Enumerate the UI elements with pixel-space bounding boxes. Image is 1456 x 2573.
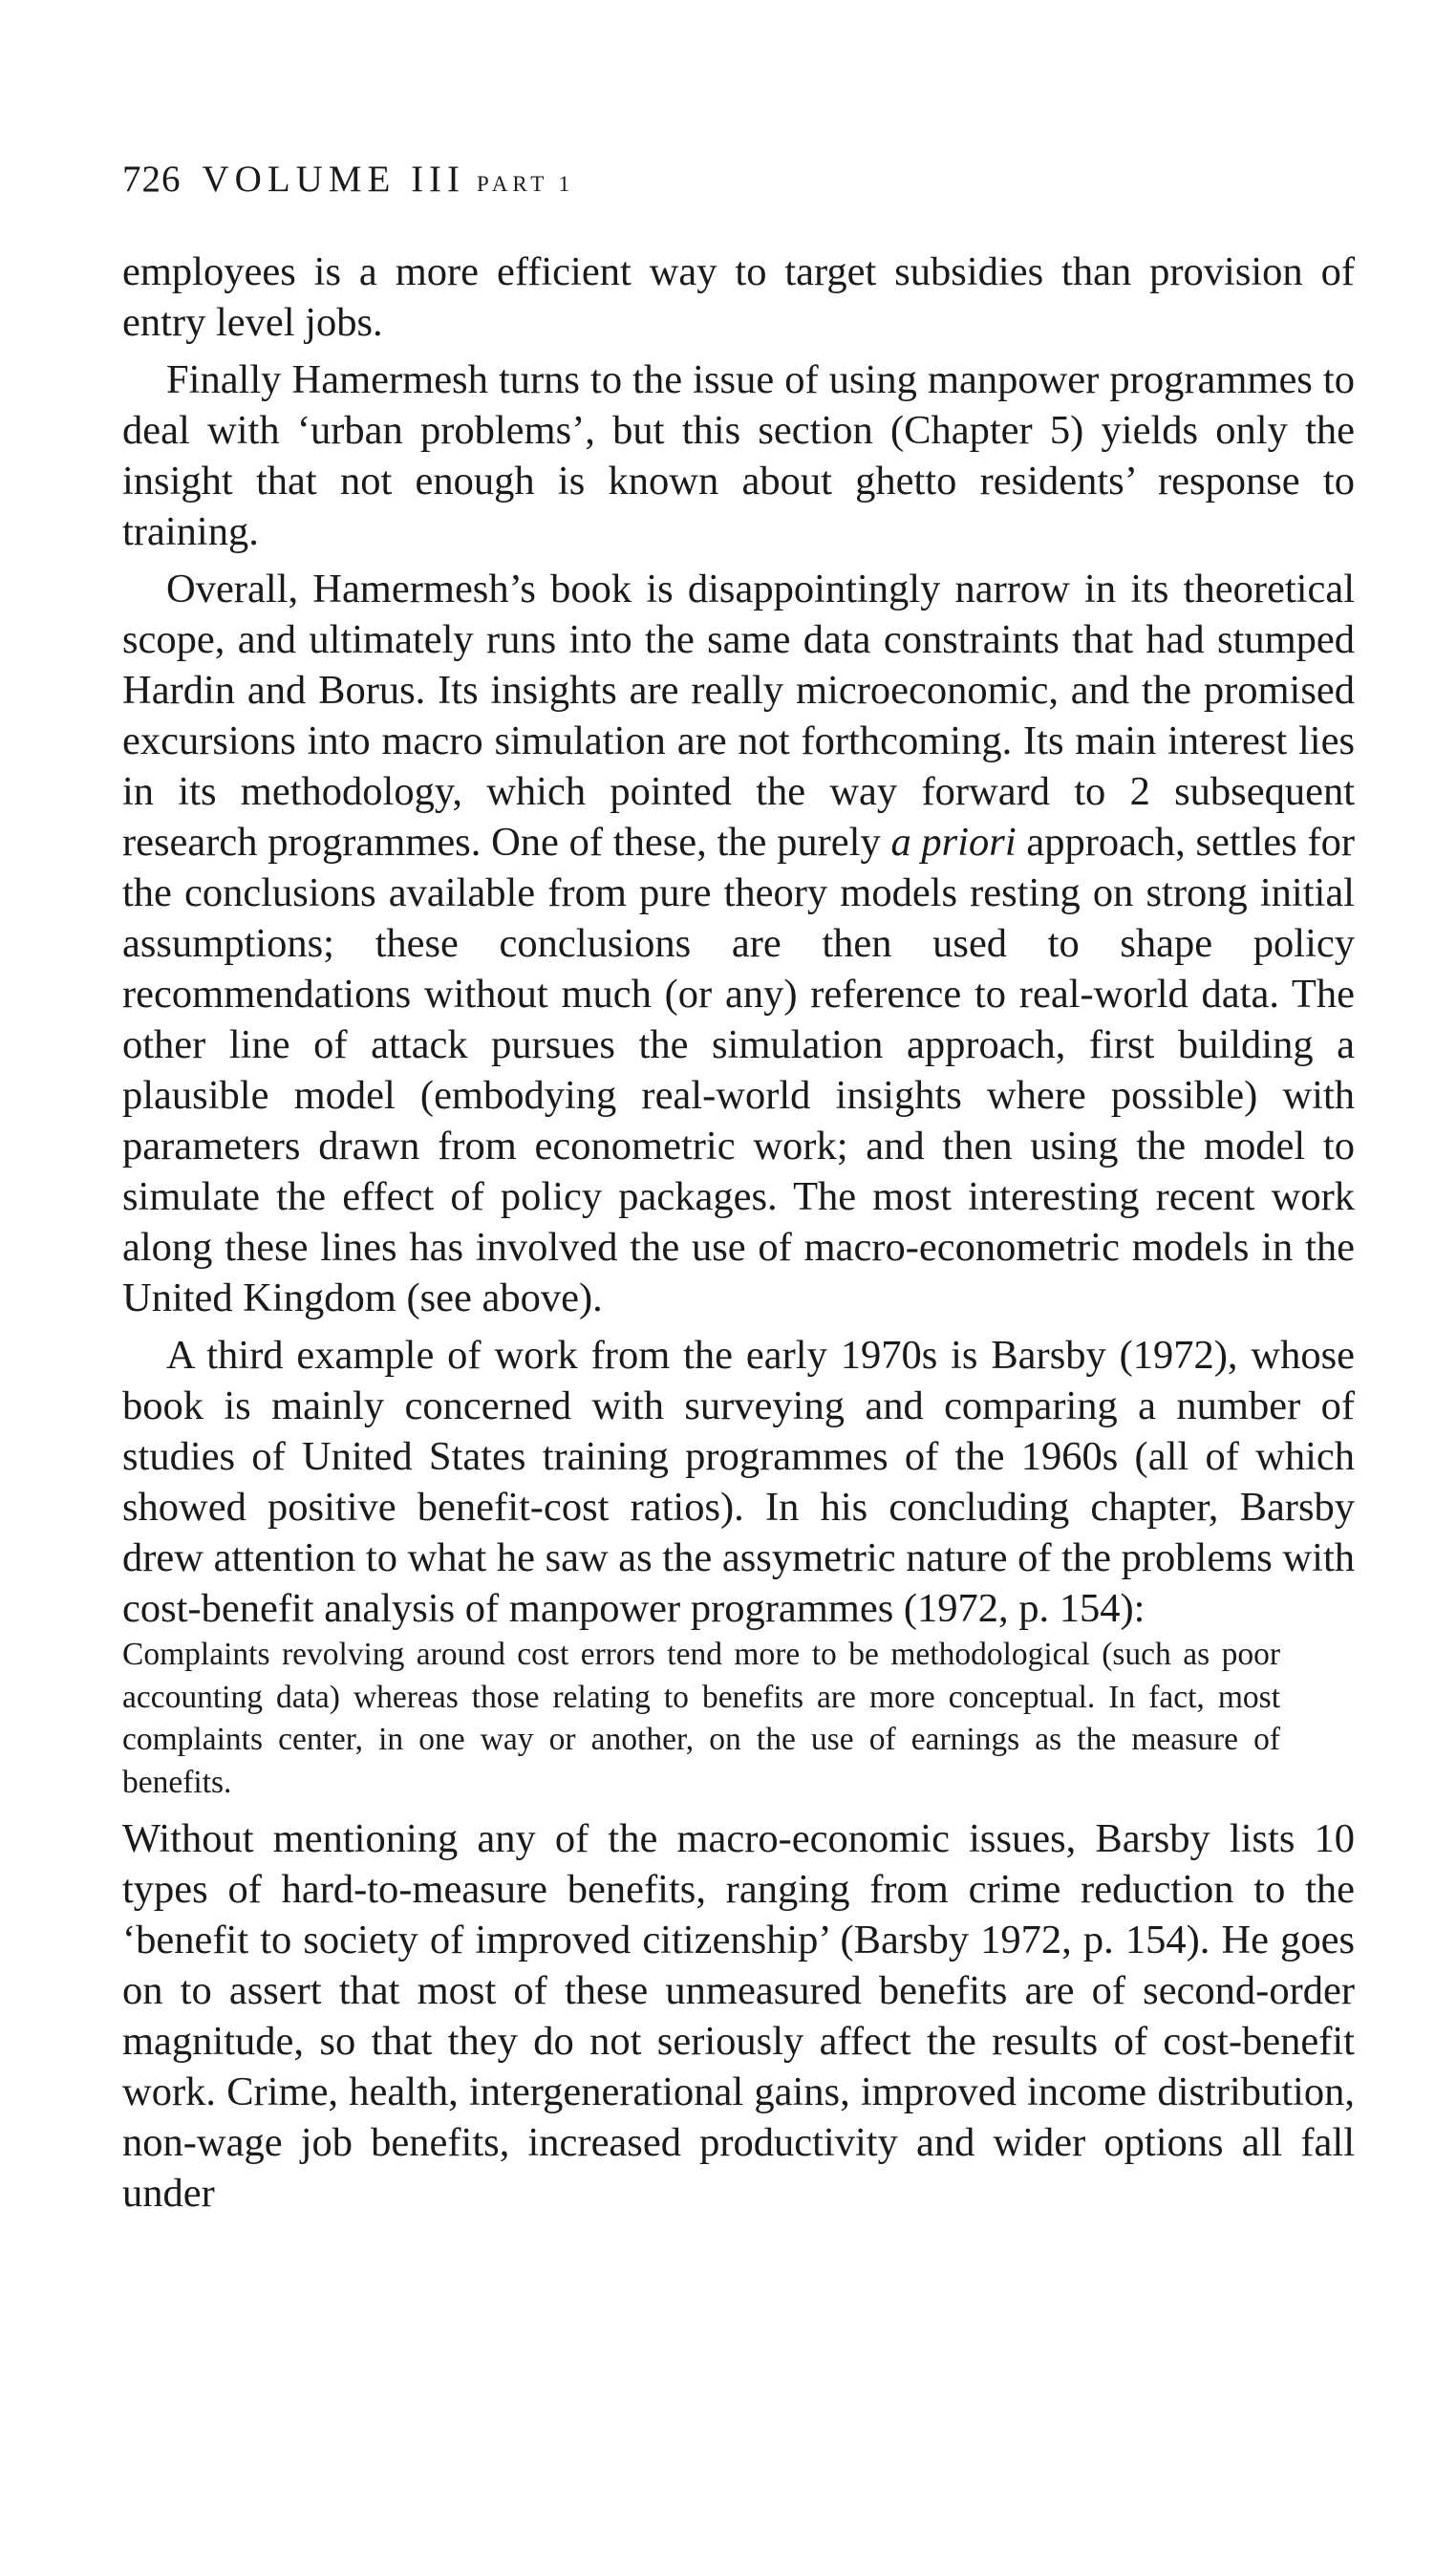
paragraph-urban-problems: Finally Hamermesh turns to the issue of using manpower programmes to deal with ‘urban problems’, but this section (Chapter 5) yields only the insight that not enough is known about ghetto residents’ response to training. <box>122 357 1355 554</box>
a-priori-italic: a priori <box>890 820 1017 865</box>
paragraph-overall-part-2: approach, settles for the conclusions available from pure theory models resting on strong initial assumptions; these conclusions are then used to shape policy recommendations without much (or any) reference to real-world data. The other line of attack pursues the simulation approach, first building a plausible model (embodying real-world insights where possible) with parameters drawn from econometric work; and then using the model to simulate the effect of policy packages. The most interesting recent work along these lines has involved the use of macro-econometric models in the United Kingdom (see above). <box>122 820 1355 1320</box>
paragraph-continued: employees is a more efficient way to target subsidies than provision of entry level jobs. <box>122 249 1355 345</box>
body-text <box>122 247 1355 2219</box>
volume-label: VOLUME III <box>202 159 466 200</box>
part-label: PART 1 <box>477 172 575 196</box>
page-number: 726 <box>122 159 182 200</box>
paragraph-final: Without mentioning any of the macro-economic issues, Barsby lists 10 types of hard-to-measure benefits, ranging from crime reduction to the ‘benefit to society of improved citizenship’ (Barsby 1972, p. 154). He goes on to assert that most of these unmeasured benefits are of second-order magnitude, so that they do not seriously affect the results of cost-benefit work. Crime, health, intergenerational gains, improved income distribution, non-wage job benefits, increased productivity and wider options all fall under <box>122 1816 1355 2216</box>
paragraph-overall-part-1: Overall, Hamermesh’s book is disappointingly narrow in its theoretical scope, and ultimately runs into the same data constraints that had stumped Hardin and Borus. Its insights are really microeconomic, and the promised excursions into macro simulation are not forthcoming. Its main interest lies in its methodology, which pointed the way forward to 2 subsequent research programmes. One of these, the purely <box>122 567 1355 865</box>
paragraph-barsby: A third example of work from the early 1970s is Barsby (1972), whose book is mainly concerned with surveying and comparing a number of studies of United States training programmes of the 1960s (all of which showed positive benefit-cost ratios). In his concluding chapter, Barsby drew attention to what he saw as the assymetric nature of the problems with cost-benefit analysis of manpower programmes (1972, p. 154): <box>122 1333 1355 1631</box>
running-head <box>122 161 574 198</box>
block-quote: Complaints revolving around cost errors tend more to be methodological (such as poor accounting data) whereas those relating to benefits are more conceptual. In fact, most complaints center, in one way or another, on the use of earnings as the measure of benefits. <box>122 1637 1280 1800</box>
paragraph-overall <box>122 564 1355 1323</box>
